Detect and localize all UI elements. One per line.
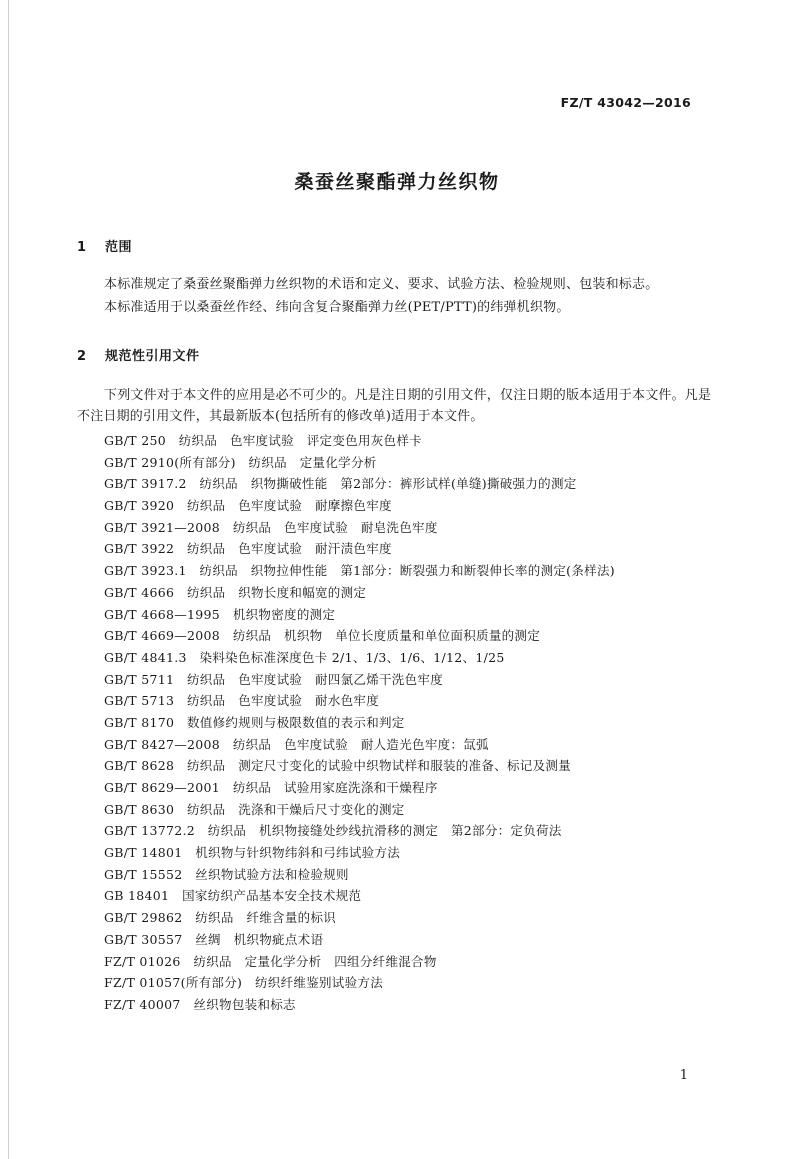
applicability-statement: 本标准适用于以桑蚕丝作经、纬向含复合聚酯弹力丝(PET/PTT)的纬弹机织物。: [104, 300, 570, 315]
section-1-heading: [77, 236, 132, 255]
reference-item: GB/T 8628 纺织品 测定尺寸变化的试验中织物试样和服装的准备、标记及测量: [104, 758, 572, 774]
section-1-paragraph-1: [77, 274, 717, 295]
reference-item: GB/T 14801 机织物与针织物纬斜和弓纬试验方法: [104, 845, 401, 861]
reference-item: GB/T 15552 丝织物试验方法和检验规则: [104, 866, 349, 882]
section-1-title: 范围: [105, 240, 133, 255]
reference-item: GB/T 30557 丝绸 机织物疵点术语: [104, 931, 324, 947]
document-code: FZ/T 43042—2016: [560, 95, 691, 110]
reference-item: GB/T 29862 纺织品 纤维含量的标识: [104, 910, 337, 926]
reference-item: GB/T 3922 纺织品 色牢度试验 耐汗渍色牢度: [104, 541, 392, 557]
reference-item: GB/T 2910(所有部分) 纺织品 定量化学分析: [104, 454, 377, 470]
section-2-intro: [77, 385, 717, 427]
document-title: 桑蚕丝聚酯弹力丝织物: [294, 171, 500, 193]
reference-item: GB/T 3917.2 纺织品 织物撕破性能 第2部分：裤形试样(单缝)撕破强力的测定: [104, 476, 577, 492]
reference-item: GB/T 5711 纺织品 色牢度试验 耐四氯乙烯干洗色牢度: [104, 671, 444, 687]
section-2-title: 规范性引用文件: [105, 349, 200, 364]
section-2-number: 2: [77, 349, 87, 364]
reference-item: GB/T 8427—2008 纺织品 色牢度试验 耐人造光色牢度：氙弧: [104, 736, 489, 752]
reference-item: FZ/T 01057(所有部分) 纺织纤维鉴别试验方法: [104, 975, 383, 991]
section-1-number: 1: [77, 240, 87, 255]
reference-item: GB/T 3923.1 纺织品 织物拉伸性能 第1部分：断裂强力和断裂伸长率的测定(条样法): [104, 563, 615, 579]
reference-item: GB/T 250 纺织品 色牢度试验 评定变色用灰色样卡: [104, 433, 422, 448]
reference-item: FZ/T 01026 纺织品 定量化学分析 四组分纤维混合物: [104, 953, 437, 969]
reference-item: GB/T 4841.3 染料染色标准深度色卡 2/1、1/3、1/6、1/12、1/25: [104, 649, 505, 665]
page-number: 1: [679, 1068, 688, 1083]
reference-item: GB/T 8629—2001 纺织品 试验用家庭洗涤和干燥程序: [104, 780, 438, 795]
reference-item: GB/T 4669—2008 纺织品 机织物 单位长度质量和单位面积质量的测定: [104, 628, 541, 644]
normative-references-intro: 下列文件对于本文件的应用是必不可少的。凡是注日期的引用文件，仅注日期的版本适用于本文件。凡是不注日期的引用文件，其最新版本(包括所有的修改单)适用于本文件。: [77, 388, 712, 424]
scope-statement: 本标准规定了桑蚕丝聚酯弹力丝织物的术语和定义、要求、试验方法、检验规则、包装和标志。: [104, 277, 659, 292]
reference-item: GB/T 4668—1995 机织物密度的测定: [104, 606, 336, 622]
reference-item: GB/T 13772.2 纺织品 机织物接缝处纱线抗滑移的测定 第2部分：定负荷法: [104, 823, 562, 839]
reference-list: [104, 430, 724, 1016]
section-2-heading: [77, 345, 200, 364]
reference-item: GB/T 8630 纺织品 洗涤和干燥后尺寸变化的测定: [104, 801, 405, 817]
reference-item: GB/T 8170 数值修约规则与极限数值的表示和判定: [104, 714, 405, 730]
section-1-paragraph-2: [77, 297, 717, 318]
reference-item: FZ/T 40007 丝织物包装和标志: [104, 996, 296, 1012]
reference-item: GB/T 4666 纺织品 织物长度和幅宽的测定: [104, 584, 367, 600]
reference-item: GB/T 5713 纺织品 色牢度试验 耐水色牢度: [104, 693, 380, 709]
reference-item: GB 18401 国家纺织产品基本安全技术规范: [104, 888, 362, 904]
reference-item: GB/T 3920 纺织品 色牢度试验 耐摩擦色牢度: [104, 498, 392, 514]
reference-item: GB/T 3921—2008 纺织品 色牢度试验 耐皂洗色牢度: [104, 519, 438, 535]
